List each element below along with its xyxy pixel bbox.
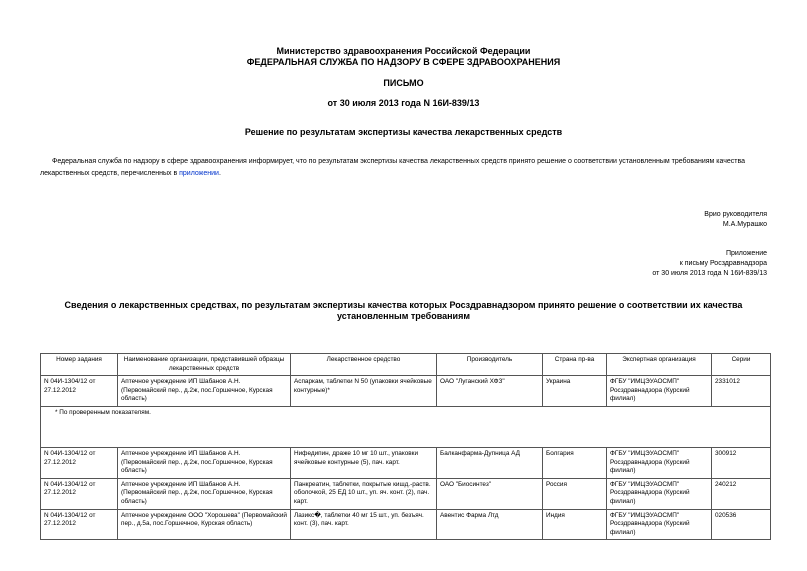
cell-manufacturer: Авентис Фарма Лтд <box>437 509 543 540</box>
table-row <box>41 447 771 478</box>
intro-paragraph <box>40 156 770 180</box>
cell-medicine: Нифедипин, драже 10 мг 10 шт., упаковки ячейковые контурные (5), пач. карт. <box>291 447 437 478</box>
intro-text: Федеральная служба по надзору в сфере здравоохранения информирует, что по результатам экспертизы качества лекарственных средств принято решение о соответствии установленным требованиям качества лекарственных средств, перечисленных в <box>40 158 746 177</box>
cell-country: Украина <box>543 376 607 407</box>
footnote: * По проверенным показателям. <box>41 406 771 447</box>
cell-medicine: Панкреатин, таблетки, покрытые кишд.-раств. оболочкой, 25 ЕД 10 шт., уп. яч. конт. (2), пач. карт. <box>291 478 437 509</box>
appendix-letter-ref: к письму Росздравнадзора <box>679 260 767 267</box>
cell-task-number: N 04И-1304/12 от 27.12.2012 <box>41 376 118 407</box>
cell-country: Индия <box>543 509 607 540</box>
cell-manufacturer: ОАО "Луганский ХФЗ" <box>437 376 543 407</box>
footnote-row <box>41 406 771 447</box>
cell-expert-org: ФГБУ "ИМЦЭУАОСМП" Росздравнадзора (Курский филиал) <box>607 376 712 407</box>
cell-task-number: N 04И-1304/12 от 27.12.2012 <box>41 447 118 478</box>
header-task-number: Номер задания <box>41 354 118 376</box>
cell-task-number: N 04И-1304/12 от 27.12.2012 <box>41 478 118 509</box>
appendix-label: Приложение <box>725 250 767 257</box>
cell-series: 2331012 <box>712 376 771 407</box>
header-country: Страна пр-ва <box>543 354 607 376</box>
header-organization: Наименование организации, представившей образцы лекарственных средств <box>118 354 291 376</box>
cell-medicine: Аспаркам, таблетки N 50 (упаковки ячейковые контурные)* <box>291 376 437 407</box>
cell-expert-org: ФГБУ "ИМЦЭУАОСМП" Росздравнадзора (Курский филиал) <box>607 478 712 509</box>
appendix-link[interactable]: приложении <box>179 170 219 177</box>
cell-organization: Аптечное учреждение ООО "Хорошева" (Первомайский пер., д.5а, пос.Горшечное, Курская область) <box>118 509 291 540</box>
table-row <box>41 478 771 509</box>
cell-task-number: N 04И-1304/12 от 27.12.2012 <box>41 509 118 540</box>
cell-country: Болгария <box>543 447 607 478</box>
intro-end: . <box>218 170 221 177</box>
cell-organization: Аптечное учреждение ИП Шабанов А.Н. (Первомайский пер., д.2ж, пос.Горшечное, Курская область) <box>118 376 291 407</box>
cell-series: 240212 <box>712 478 771 509</box>
cell-organization: Аптечное учреждение ИП Шабанов А.Н. (Первомайский пер., д.2ж, пос.Горшечное, Курская область) <box>118 447 291 478</box>
signature-name: М.А.Мурашко <box>722 221 767 228</box>
doc-date: от 30 июля 2013 года N 16И-839/13 <box>327 98 480 108</box>
header-manufacturer: Производитель <box>437 354 543 376</box>
table-header-row <box>41 354 771 376</box>
cell-medicine: Лазикс�, таблетки 40 мг 15 шт., уп. безъяч. конт. (3), пач. карт. <box>291 509 437 540</box>
doc-subject: Решение по результатам экспертизы качества лекарственных средств <box>244 127 563 137</box>
header-expert-org: Экспертная организация <box>607 354 712 376</box>
cell-manufacturer: Балканфарма-Дупница АД <box>437 447 543 478</box>
medicines-table <box>40 353 771 540</box>
table-row <box>41 376 771 407</box>
header-medicine: Лекарственное средство <box>291 354 437 376</box>
section-title: Сведения о лекарственных средствах, по результатам экспертизы качества которых Росздравнадзором принято решение о соответствии их качества установленным требованиям <box>64 300 743 321</box>
appendix-date: от 30 июля 2013 года N 16И-839/13 <box>652 270 767 277</box>
table-row <box>41 509 771 540</box>
ministry-name: Министерство здравоохранения Российской Федерации <box>276 46 531 56</box>
doc-type: ПИСЬМО <box>383 78 424 88</box>
cell-country: Россия <box>543 478 607 509</box>
cell-expert-org: ФГБУ "ИМЦЭУАОСМП" Росздравнадзора (Курский филиал) <box>607 509 712 540</box>
cell-manufacturer: ОАО "Биосинтез" <box>437 478 543 509</box>
service-name: ФЕДЕРАЛЬНАЯ СЛУЖБА ПО НАДЗОРУ В СФЕРЕ ЗДРАВООХРАНЕНИЯ <box>246 57 561 67</box>
header-series: Серии <box>712 354 771 376</box>
cell-series: 020536 <box>712 509 771 540</box>
signature-position: Врио руководителя <box>704 211 767 218</box>
cell-expert-org: ФГБУ "ИМЦЭУАОСМП" Росздравнадзора (Курский филиал) <box>607 447 712 478</box>
cell-organization: Аптечное учреждение ИП Шабанов А.Н. (Первомайский пер., д.2ж, пос.Горшечное, Курская область) <box>118 478 291 509</box>
cell-series: 300912 <box>712 447 771 478</box>
